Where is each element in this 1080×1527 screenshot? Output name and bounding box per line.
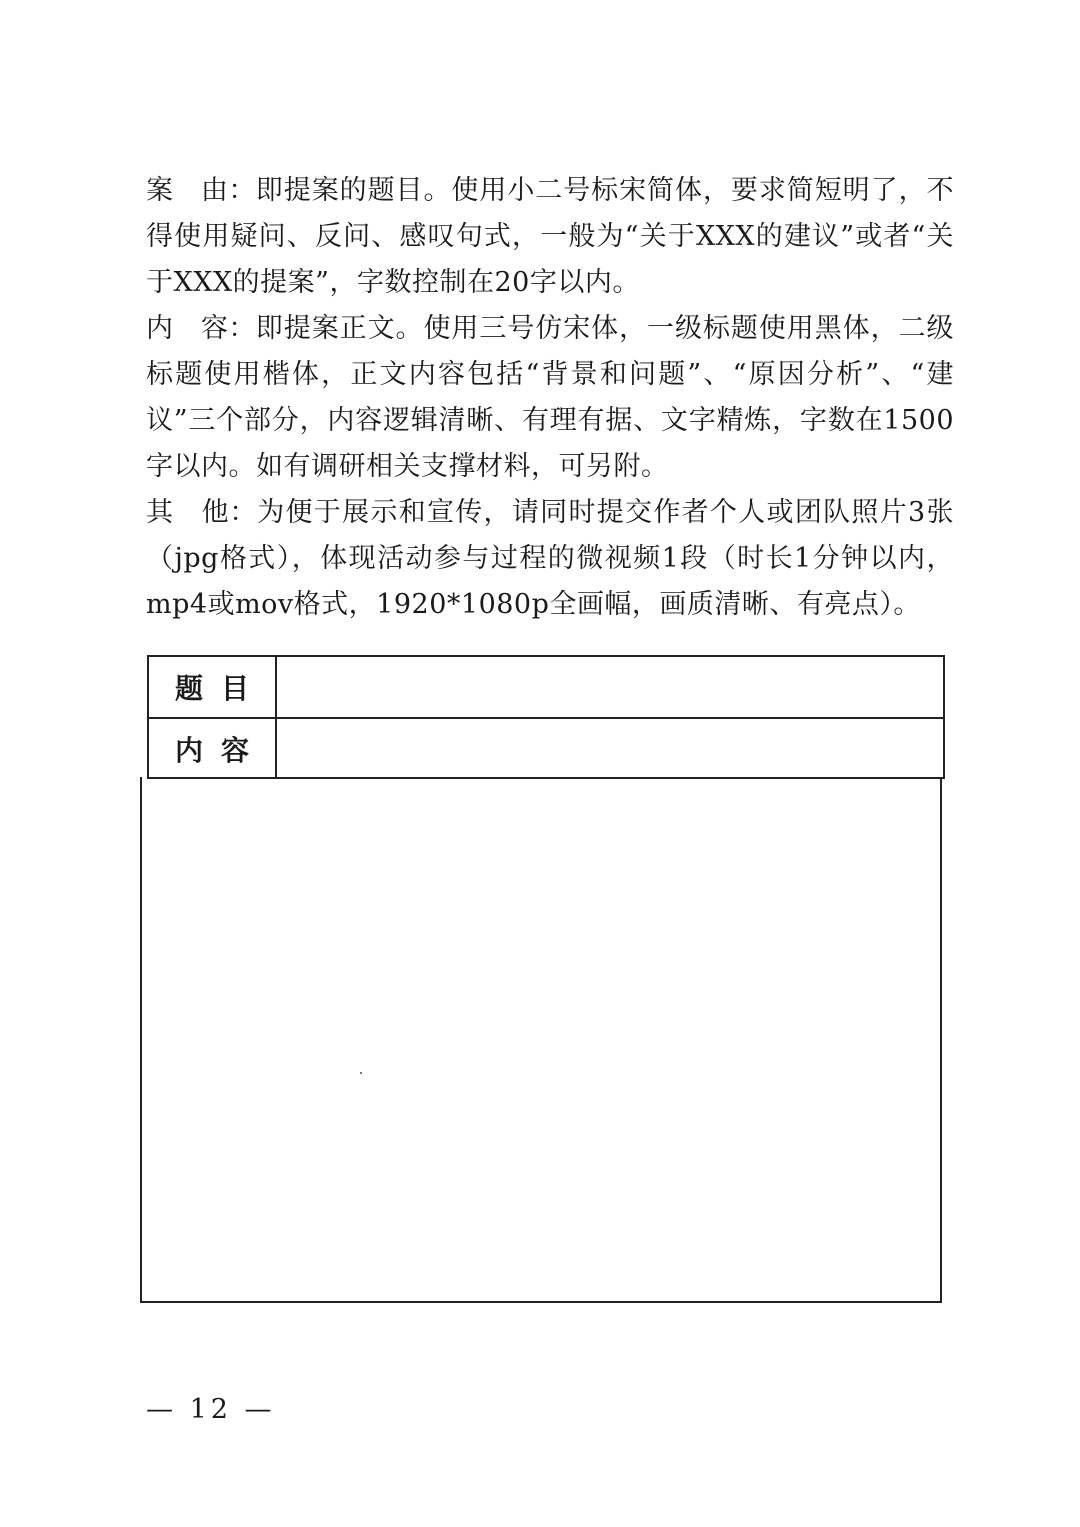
content-summary-field[interactable] [277, 719, 943, 779]
other-label: 其 他： [146, 497, 258, 528]
content-body-field[interactable] [140, 777, 942, 1303]
content-label: 内 容： [146, 313, 256, 344]
instructions [146, 168, 954, 628]
page-number: — 12 — [146, 1394, 276, 1425]
scan-speck [360, 1072, 362, 1074]
content-text: 即提案正文。使用三号仿宋体，一级标题使用黑体，二级标题使用楷体，正文内容包括“背景和问题”、“原因分析”、“建议”三个部分，内容逻辑清晰、有理有据、文字精炼，字数在1500字以内。如有调研相关支撑材料，可另附。 [146, 313, 955, 482]
content-row [149, 719, 943, 779]
proposal-form [140, 655, 946, 1303]
case-reason-paragraph [146, 168, 954, 306]
case-reason-text: 即提案的题目。使用小二号标宋简体，要求简短明了，不得使用疑问、反问、感叹句式，一般为“关于XXX的建议”或者“关于XXX的提案”，字数控制在20字以内。 [146, 175, 955, 298]
case-reason-label: 案 由： [146, 175, 256, 206]
title-row [149, 657, 943, 719]
title-field[interactable] [277, 657, 943, 717]
title-label: 题目 [149, 657, 277, 717]
other-paragraph [146, 490, 954, 628]
content-label-cell: 内容 [149, 719, 277, 779]
other-text: 为便于展示和宣传，请同时提交作者个人或团队照片3张（jpg格式），体现活动参与过程的微视频1段（时长1分钟以内，mp4或mov格式，1920*1080p全画幅，画质清晰、有亮点）。 [146, 497, 954, 620]
form-header-table [147, 655, 945, 779]
content-paragraph [146, 306, 954, 490]
